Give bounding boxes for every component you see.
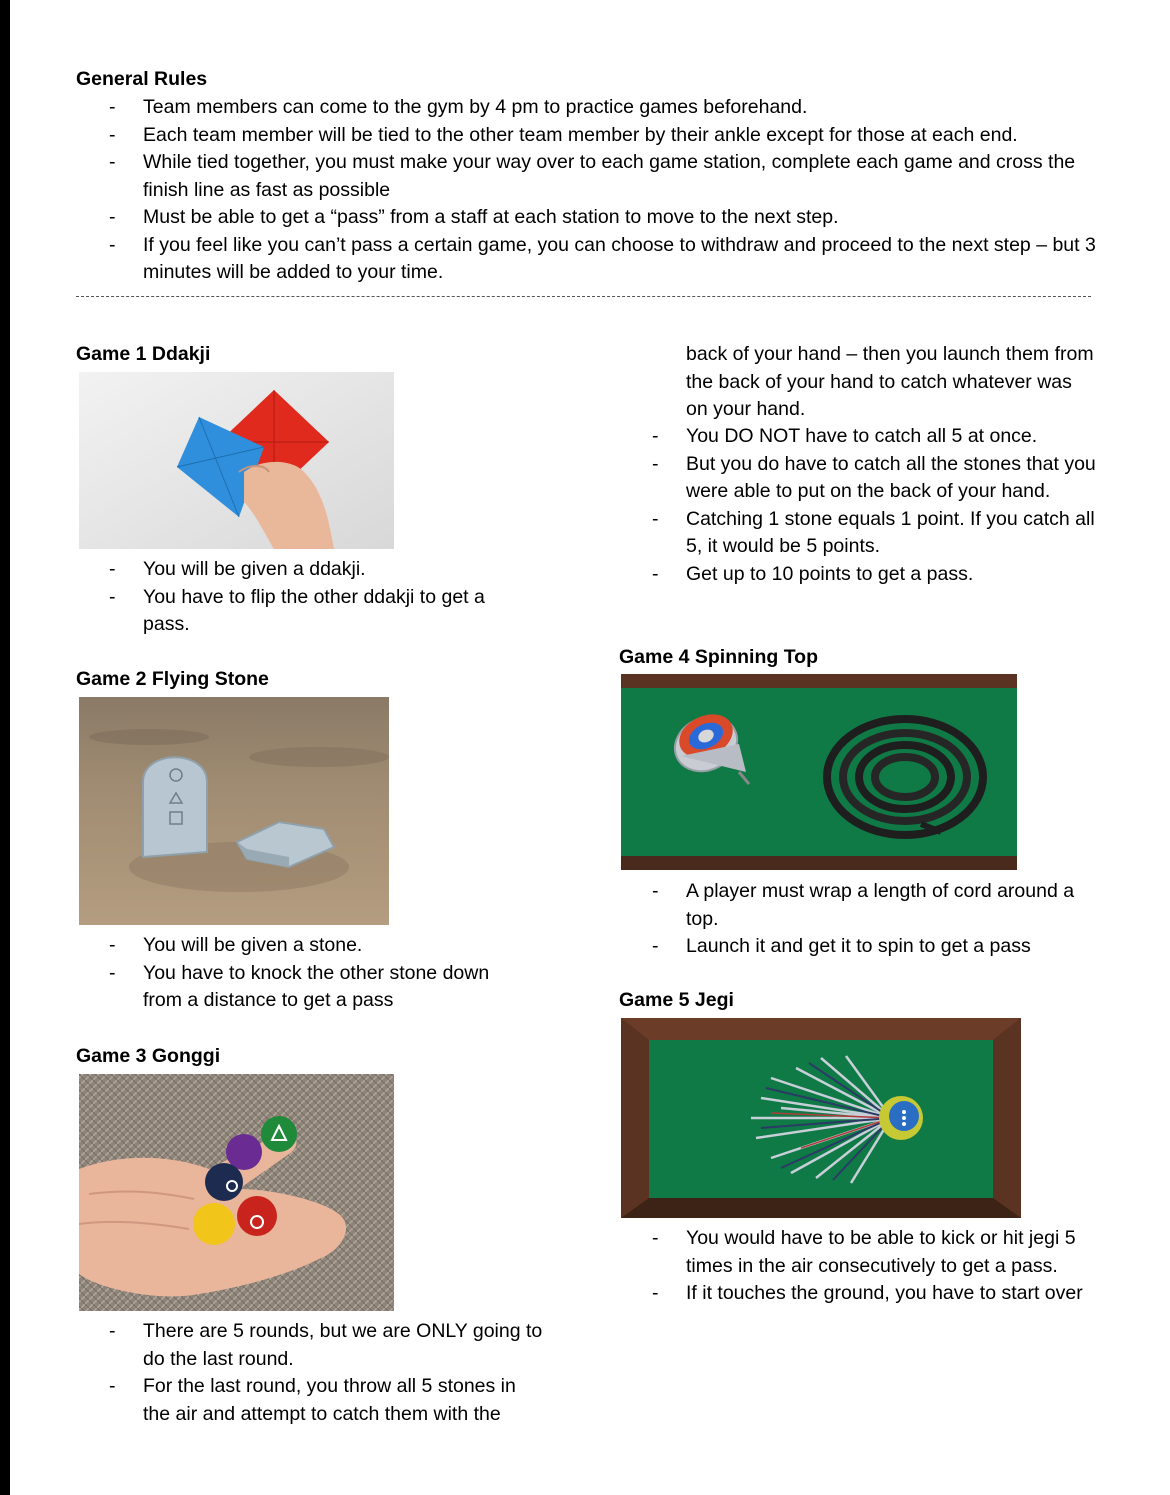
list-item: - There are 5 rounds, but we are ONLY going to do the last round. [76, 1318, 546, 1373]
list-item: - A player must wrap a length of cord around a top. [619, 878, 1096, 933]
section-divider [76, 296, 1091, 297]
game3-heading: Game 3 Gonggi [76, 1045, 221, 1067]
list-item: - You will be given a ddakji. [76, 556, 506, 584]
list-item: - Team members can come to the gym by 4 pm to practice games beforehand. [76, 94, 1106, 122]
list-item: - But you do have to catch all the stones that you were able to put on the back of your hand. [619, 451, 1096, 506]
general-rules-list [76, 94, 1106, 287]
document-page [10, 0, 1170, 1495]
list-item: - Catching 1 stone equals 1 point. If you catch all 5, it would be 5 points. [619, 506, 1096, 561]
list-item: - Each team member will be tied to the other team member by their ankle except for those at each end. [76, 122, 1106, 150]
game3-continuation: back of your hand – then you launch them from the back of your hand to catch whatever was on your hand. [686, 343, 1094, 420]
gonggi-photo [79, 1074, 394, 1311]
list-item: - Get up to 10 points to get a pass. [619, 561, 1096, 589]
list-item: - Must be able to get a “pass” from a staff at each station to move to the next step. [76, 204, 1106, 232]
list-item: - You DO NOT have to catch all 5 at once. [619, 423, 1096, 451]
list-item: - You have to flip the other ddakji to get a pass. [76, 584, 506, 639]
list-item: - You will be given a stone. [76, 932, 506, 960]
game5-heading: Game 5 Jegi [619, 989, 734, 1011]
list-item: - You have to knock the other stone down from a distance to get a pass [76, 960, 506, 1015]
game3-bullets [76, 1318, 546, 1428]
ddakji-photo [79, 372, 394, 549]
spinning-top-photo [621, 674, 1017, 870]
list-item: - If you feel like you can’t pass a certain game, you can choose to withdraw and proceed to the next step – but 3 minutes will be added to your time. [76, 232, 1106, 287]
list-item: - For the last round, you throw all 5 stones in the air and attempt to catch them with the [76, 1373, 546, 1428]
game4-heading: Game 4 Spinning Top [619, 646, 818, 668]
game4-bullets [619, 878, 1096, 961]
game1-bullets [76, 556, 506, 639]
game2-heading: Game 2 Flying Stone [76, 668, 269, 690]
game1-heading: Game 1 Ddakji [76, 343, 211, 365]
game3-bullets-continued [619, 423, 1096, 588]
list-item: - If it touches the ground, you have to start over [619, 1280, 1096, 1308]
list-item: - While tied together, you must make your way over to each game station, complete each game and cross the finish line as fast as possible [76, 149, 1106, 204]
list-item: - You would have to be able to kick or hit jegi 5 times in the air consecutively to get a pass. [619, 1225, 1096, 1280]
flying-stone-photo [79, 697, 389, 925]
game2-bullets [76, 932, 506, 1015]
list-item: - Launch it and get it to spin to get a pass [619, 933, 1096, 961]
jegi-photo [621, 1018, 1021, 1218]
general-rules-heading: General Rules [76, 68, 208, 90]
game5-bullets [619, 1225, 1096, 1308]
